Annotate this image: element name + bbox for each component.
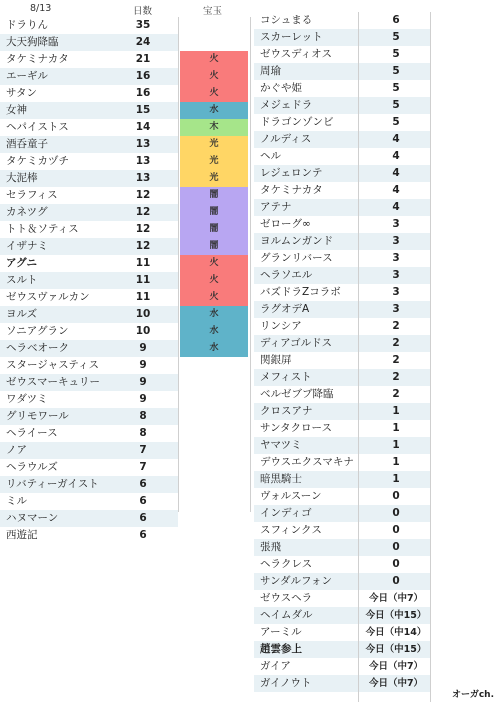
- boss-name: タケミナカタ: [260, 184, 323, 196]
- table-row: [254, 539, 430, 556]
- boss-name: メフィスト: [260, 371, 312, 383]
- table-row: [254, 12, 430, 29]
- table-row: [254, 454, 430, 471]
- days-value: 3: [392, 303, 400, 315]
- table-row: [0, 102, 178, 119]
- table-row: [0, 340, 178, 357]
- days-value: 1: [392, 439, 400, 451]
- table-row: [0, 442, 178, 459]
- boss-name: 酒呑童子: [6, 138, 48, 150]
- days-header: 日数: [133, 6, 153, 17]
- days-value: 4: [392, 201, 400, 213]
- days-value: 4: [392, 167, 400, 179]
- gem-block-dark: [180, 187, 248, 255]
- boss-name: セラフィス: [6, 189, 58, 201]
- boss-name: タケミカヅチ: [6, 155, 69, 167]
- table-row: [254, 148, 430, 165]
- table-row: [0, 374, 178, 391]
- boss-name: 大天狗降臨: [6, 36, 59, 48]
- table-row: [0, 425, 178, 442]
- gem-label: 闇: [209, 190, 219, 200]
- days-value: 24: [135, 36, 151, 48]
- table-row: [254, 471, 430, 488]
- table-row: [0, 306, 178, 323]
- table-row: [0, 51, 178, 68]
- days-value: 4: [392, 133, 400, 145]
- days-value: 5: [392, 99, 400, 111]
- boss-name: ゼウスマーキュリー: [6, 376, 100, 388]
- table-row: [0, 153, 178, 170]
- days-value: 3: [392, 235, 400, 247]
- days-value: 2: [392, 388, 400, 400]
- boss-name: リバティーガイスト: [6, 478, 99, 490]
- boss-name: バズドラZコラボ: [260, 286, 341, 298]
- days-value: 6: [139, 495, 147, 507]
- days-value: 4: [392, 150, 400, 162]
- days-value: 1: [392, 473, 400, 485]
- boss-name: ヘイムダル: [260, 609, 313, 621]
- boss-name: ドラゴンゾンビ: [260, 116, 334, 128]
- table-row: [254, 437, 430, 454]
- days-value: 今日（中14）: [365, 627, 427, 638]
- table-row: [0, 170, 178, 187]
- boss-name: ラグオデA: [260, 303, 310, 315]
- boss-name: ヴォルスーン: [260, 490, 322, 502]
- divider-right-edge: [430, 12, 431, 702]
- table-row: [0, 221, 178, 238]
- right-table: [254, 12, 500, 692]
- boss-name: 女神: [6, 104, 27, 116]
- boss-name: 西遊記: [6, 529, 38, 541]
- days-value: 5: [392, 116, 400, 128]
- days-value: 今日（中7）: [368, 593, 424, 604]
- table-row: [0, 34, 178, 51]
- boss-name: ディアゴルドス: [260, 337, 333, 349]
- table-row: [254, 131, 430, 148]
- boss-name: ヘラベオーク: [6, 342, 69, 354]
- table-row: [0, 85, 178, 102]
- days-value: 2: [392, 371, 400, 383]
- days-value: 1: [392, 456, 400, 468]
- boss-name: グリモワール: [6, 410, 69, 422]
- table-row: [254, 641, 430, 658]
- table-row: [0, 272, 178, 289]
- table-row: [254, 403, 430, 420]
- table-row: [254, 114, 430, 131]
- gem-header: 宝玉: [203, 6, 223, 17]
- boss-name: ミル: [6, 495, 27, 507]
- table-row: [254, 318, 430, 335]
- days-value: 2: [392, 337, 400, 349]
- days-value: 16: [135, 87, 151, 99]
- boss-name: アーミル: [260, 626, 302, 638]
- table-row: [254, 63, 430, 80]
- days-value: 12: [135, 240, 151, 252]
- boss-name: 周瑜: [260, 65, 281, 77]
- days-value: 今日（中15）: [365, 644, 427, 655]
- boss-name: サタン: [6, 87, 37, 99]
- days-value: 0: [392, 558, 400, 570]
- boss-name: スタージャスティス: [6, 359, 100, 371]
- boss-name: ワダツミ: [6, 393, 48, 405]
- days-value: 10: [135, 325, 151, 337]
- boss-name: ゼローグ∞: [260, 218, 311, 230]
- table-row: [254, 488, 430, 505]
- days-value: 9: [139, 376, 147, 388]
- days-value: 3: [392, 218, 400, 230]
- gem-label: 火: [209, 275, 219, 285]
- gem-label: 木: [209, 122, 219, 132]
- boss-name: コシュまる: [260, 14, 313, 26]
- days-value: 0: [392, 490, 400, 502]
- table-row: [0, 119, 178, 136]
- days-value: 16: [135, 70, 151, 82]
- table-row: [0, 136, 178, 153]
- boss-name: アグニ: [6, 257, 37, 269]
- table-row: [254, 335, 430, 352]
- boss-name: リンシア: [260, 320, 302, 332]
- boss-name: 趙雲参上: [260, 643, 302, 655]
- table-row: [254, 556, 430, 573]
- days-value: 21: [135, 53, 151, 65]
- right-rows: [254, 12, 500, 692]
- gem-label: 光: [209, 173, 219, 183]
- days-value: 6: [139, 478, 147, 490]
- boss-name: ヨルムンガンド: [260, 235, 334, 247]
- table-row: [0, 323, 178, 340]
- boss-name: スルト: [6, 274, 38, 286]
- days-value: 12: [135, 223, 151, 235]
- days-value: 3: [392, 286, 400, 298]
- table-row: [254, 590, 430, 607]
- gem-block-water: [180, 102, 248, 119]
- table-row: [254, 216, 430, 233]
- boss-name: レジェロンテ: [260, 167, 323, 179]
- left-header: [0, 0, 250, 17]
- boss-name: ヨルズ: [6, 308, 38, 320]
- days-value: 9: [139, 342, 147, 354]
- days-value: 13: [135, 155, 151, 167]
- days-value: 4: [392, 184, 400, 196]
- gem-label: 火: [209, 71, 219, 81]
- boss-name: ゼウスヴァルカン: [6, 291, 90, 303]
- table-row: [0, 493, 178, 510]
- boss-name: ヤマツミ: [260, 439, 302, 451]
- gem-label: 闇: [209, 241, 219, 251]
- boss-name: ノルディス: [260, 133, 312, 145]
- days-value: 12: [135, 206, 151, 218]
- table-row: [0, 238, 178, 255]
- table-row: [0, 68, 178, 85]
- gem-label: 水: [209, 105, 219, 115]
- boss-name: トト＆ソティス: [6, 223, 79, 235]
- table-row: [254, 267, 430, 284]
- table-row: [254, 369, 430, 386]
- gem-label: 闇: [209, 224, 219, 234]
- table-row: [0, 510, 178, 527]
- days-value: 0: [392, 575, 400, 587]
- table-row: [254, 352, 430, 369]
- boss-name: エーギル: [6, 70, 48, 82]
- boss-name: かぐや姫: [260, 82, 302, 94]
- boss-name: ヘル: [260, 150, 281, 162]
- days-value: 今日（中15）: [365, 610, 427, 621]
- days-value: 0: [392, 541, 400, 553]
- gem-label: 水: [209, 326, 219, 336]
- table-row: [0, 289, 178, 306]
- boss-name: ガイア: [260, 660, 291, 672]
- table-row: [254, 250, 430, 267]
- days-value: 8: [139, 410, 147, 422]
- boss-name: 張飛: [260, 541, 281, 553]
- days-value: 10: [135, 308, 151, 320]
- days-value: 35: [135, 19, 151, 31]
- boss-name: 関銀屏: [260, 354, 292, 366]
- table-row: [254, 675, 430, 692]
- boss-name: グランリバース: [260, 252, 333, 264]
- date-label: 8/13: [30, 3, 52, 14]
- divider-right-days: [358, 12, 359, 702]
- days-value: 6: [139, 529, 147, 541]
- gem-label: 火: [209, 88, 219, 98]
- days-value: 8: [139, 427, 147, 439]
- gem-block-fire: [180, 51, 248, 102]
- boss-name: 暗黒騎士: [260, 473, 302, 485]
- divider-left-days: [178, 17, 179, 512]
- days-value: 13: [135, 172, 151, 184]
- days-value: 6: [139, 512, 147, 524]
- credit-label: オーガch.: [452, 690, 494, 700]
- boss-name: ゼウスヘラ: [260, 592, 313, 604]
- table-row: [254, 182, 430, 199]
- boss-name: ベルゼブブ降臨: [260, 388, 334, 400]
- boss-name: スカーレット: [260, 31, 323, 43]
- boss-name: クロスアナ: [260, 405, 313, 417]
- boss-name: ヘラクレス: [260, 558, 313, 570]
- table-row: [254, 29, 430, 46]
- table-row: [254, 658, 430, 675]
- gem-label: 火: [209, 292, 219, 302]
- boss-name: ヘライース: [6, 427, 58, 439]
- boss-name: ヘラウルズ: [6, 461, 58, 473]
- boss-name: ノア: [6, 444, 27, 456]
- days-value: 13: [135, 138, 151, 150]
- boss-name: スフィンクス: [260, 524, 322, 536]
- boss-name: ゼウスディオス: [260, 48, 333, 60]
- boss-name: ソニアグラン: [6, 325, 69, 337]
- table-row: [254, 199, 430, 216]
- days-value: 2: [392, 320, 400, 332]
- table-row: [0, 17, 178, 34]
- days-value: 5: [392, 48, 400, 60]
- days-value: 5: [392, 82, 400, 94]
- table-row: [0, 527, 178, 544]
- boss-name: タケミナカタ: [6, 53, 69, 65]
- boss-name: ハヌマーン: [6, 512, 59, 524]
- gem-label: 光: [209, 139, 219, 149]
- days-value: 11: [135, 257, 151, 269]
- boss-name: メジェドラ: [260, 99, 313, 111]
- gem-block-fire: [180, 255, 248, 306]
- gem-label: 水: [209, 309, 219, 319]
- boss-name: サンダルフォン: [260, 575, 333, 587]
- table-row: [254, 233, 430, 250]
- days-value: 今日（中7）: [368, 661, 424, 672]
- table-row: [254, 522, 430, 539]
- days-value: 1: [392, 405, 400, 417]
- days-value: 3: [392, 252, 400, 264]
- table-row: [254, 386, 430, 403]
- table-row: [254, 607, 430, 624]
- table-row: [254, 80, 430, 97]
- table-row: [0, 357, 178, 374]
- table-row: [254, 301, 430, 318]
- boss-name: サンタクロース: [260, 422, 333, 434]
- days-value: 14: [135, 121, 151, 133]
- divider-left-right: [250, 17, 251, 512]
- boss-name: カネツグ: [6, 206, 48, 218]
- days-value: 9: [139, 393, 147, 405]
- boss-name: ヘラソエル: [260, 269, 313, 281]
- table-row: [254, 97, 430, 114]
- days-value: 5: [392, 65, 400, 77]
- gem-block-water: [180, 306, 248, 357]
- table-row: [254, 165, 430, 182]
- gem-label: 光: [209, 156, 219, 166]
- days-value: 6: [392, 14, 400, 26]
- boss-name: ガイノウト: [260, 677, 312, 689]
- table-row: [0, 459, 178, 476]
- table-row: [0, 204, 178, 221]
- days-value: 0: [392, 507, 400, 519]
- days-value: 0: [392, 524, 400, 536]
- gem-block-wood: [180, 119, 248, 136]
- days-value: 11: [135, 291, 151, 303]
- table-row: [0, 408, 178, 425]
- gem-block-light: [180, 136, 248, 187]
- boss-name: アテナ: [260, 201, 292, 213]
- boss-name: ドラりん: [6, 19, 48, 31]
- table-row: [0, 391, 178, 408]
- days-value: 12: [135, 189, 151, 201]
- days-value: 3: [392, 269, 400, 281]
- boss-name: ヘパイストス: [6, 121, 69, 133]
- days-value: 2: [392, 354, 400, 366]
- days-value: 9: [139, 359, 147, 371]
- gem-label: 火: [209, 54, 219, 64]
- gem-label: 水: [209, 343, 219, 353]
- table-row: [0, 476, 178, 493]
- table-row: [254, 46, 430, 63]
- table-row: [254, 573, 430, 590]
- days-value: 7: [139, 444, 147, 456]
- table-row: [254, 420, 430, 437]
- days-value: 今日（中7）: [368, 678, 424, 689]
- boss-name: デウスエクスマキナ: [260, 456, 354, 468]
- table-row: [0, 187, 178, 204]
- days-value: 5: [392, 31, 400, 43]
- gem-label: 闇: [209, 207, 219, 217]
- boss-name: 大泥棒: [6, 172, 38, 184]
- days-value: 11: [135, 274, 151, 286]
- table-row: [254, 624, 430, 641]
- boss-name: インディゴ: [260, 507, 312, 519]
- table-row: [254, 284, 430, 301]
- gem-label: 火: [209, 258, 219, 268]
- days-value: 7: [139, 461, 147, 473]
- boss-name: イザナミ: [6, 240, 48, 252]
- table-row: [0, 255, 178, 272]
- days-value: 15: [135, 104, 151, 116]
- days-value: 1: [392, 422, 400, 434]
- table-row: [254, 505, 430, 522]
